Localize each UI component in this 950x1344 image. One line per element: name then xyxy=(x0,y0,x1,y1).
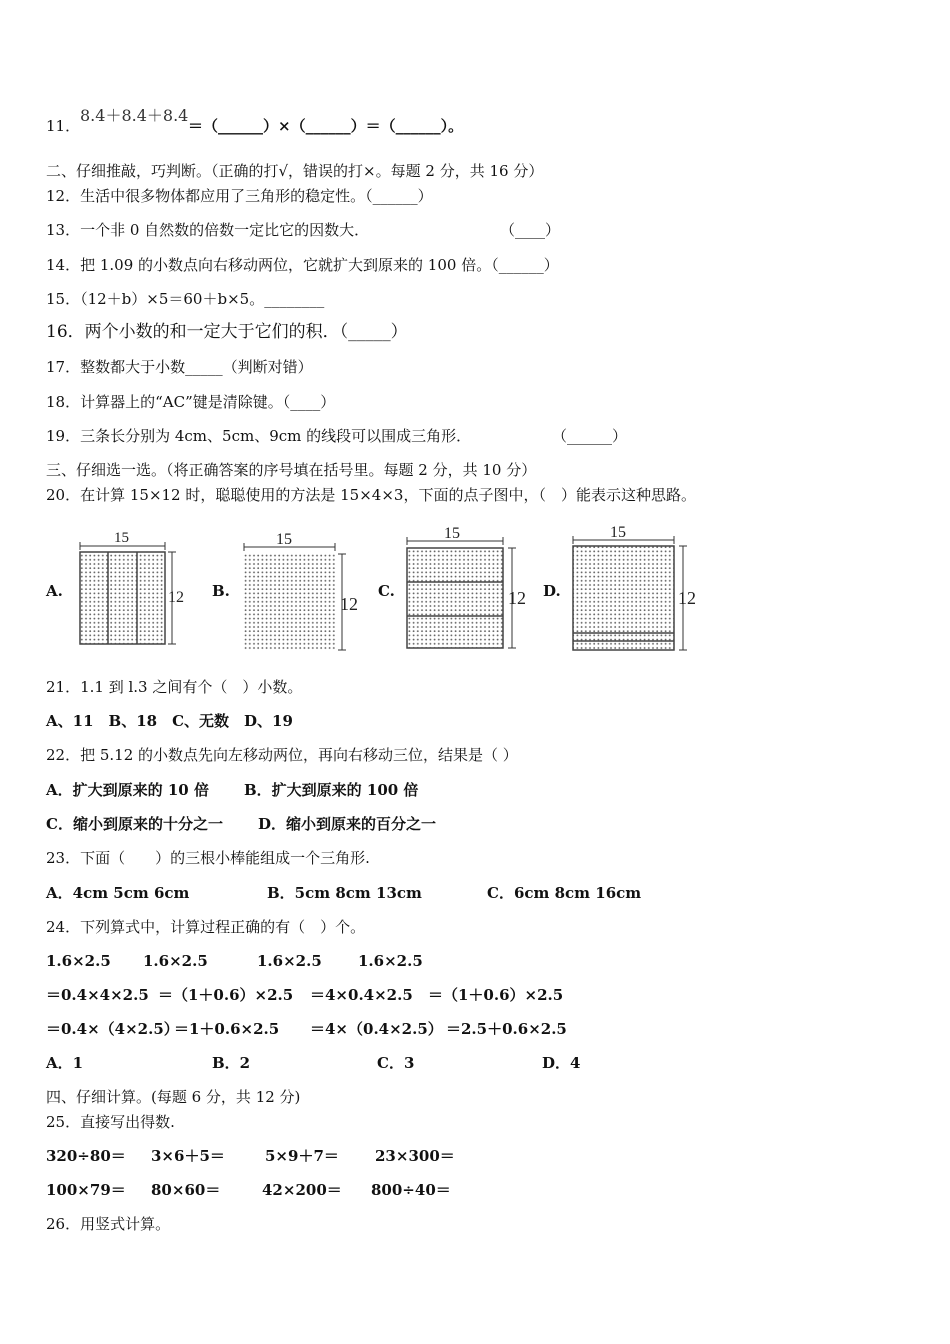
question-24-option-d: D．4 xyxy=(542,1054,581,1072)
question-23: 23．下面（ ）的三根小棒能组成一个三角形. xyxy=(46,849,370,867)
q24-cell: ＝（1＋0.6）×2.5 xyxy=(158,986,294,1004)
question-13-blank: （____） xyxy=(500,221,561,239)
question-23-option-b: B．5cm 8cm 13cm xyxy=(267,884,422,902)
q25-cell: 42×200＝ xyxy=(262,1181,342,1199)
figure-c-label: C. xyxy=(378,582,395,600)
q24-cell: ＝0.4×（4×2.5） xyxy=(46,1020,179,1038)
figure-d xyxy=(573,524,696,650)
figure-c xyxy=(407,525,526,648)
question-18: 18．计算器上的“AC”键是清除键。（____） xyxy=(46,393,336,411)
question-20: 20．在计算 15×12 时，聪聪使用的方法是 15×4×3，下面的点子图中，（ ）能表示这种思路。 xyxy=(46,486,696,504)
q25-cell: 80×60＝ xyxy=(151,1181,221,1199)
question-22-option-b: B．扩大到原来的 100 倍 xyxy=(244,781,419,799)
figure-a-label: A. xyxy=(46,582,63,600)
question-22-option-d: D．缩小到原来的百分之一 xyxy=(258,815,437,833)
q25-cell: 3×6＋5＝ xyxy=(151,1147,225,1165)
q24-cell: ＝4×0.4×2.5 xyxy=(310,986,413,1004)
q25-cell: 100×79＝ xyxy=(46,1181,126,1199)
question-25: 25．直接写出得数. xyxy=(46,1113,175,1131)
figure-d-label: D. xyxy=(543,582,561,600)
question-22-option-a: A．扩大到原来的 10 倍 xyxy=(46,781,209,799)
question-23-option-a: A．4cm 5cm 6cm xyxy=(46,884,190,902)
figure-c-height-label: 12 xyxy=(508,588,526,608)
question-15: 15．（12＋b）×5＝60＋b×5。________ xyxy=(46,290,325,308)
question-11-blanks: ＝（______）×（______）＝（______）。 xyxy=(188,117,464,135)
section-3-heading: 三、仔细选一选。（将正确答案的序号填在括号里。每题 2 分，共 10 分） xyxy=(46,461,537,479)
q24-cell: ＝1＋0.6×2.5 xyxy=(174,1020,280,1038)
question-24-option-b: B．2 xyxy=(212,1054,251,1072)
section-4-heading: 四、仔细计算。(每题 6 分，共 12 分) xyxy=(46,1088,301,1106)
figure-b-width-label: 15 xyxy=(276,531,292,548)
question-21: 21．1.1 到 l.3 之间有个（ ）小数。 xyxy=(46,678,303,696)
figure-c-width-label: 15 xyxy=(444,525,460,542)
q24-cell: 1.6×2.5 xyxy=(257,952,322,970)
q25-cell: 800÷40＝ xyxy=(371,1181,451,1199)
question-26: 26．用竖式计算。 xyxy=(46,1215,171,1233)
question-24: 24．下列算式中，计算过程正确的有（ ）个。 xyxy=(46,918,366,936)
dot-figures xyxy=(0,520,950,660)
q24-cell: ＝2.5＋0.6×2.5 xyxy=(446,1020,567,1038)
question-22-option-c: C．缩小到原来的十分之一 xyxy=(46,815,223,833)
question-17: 17．整数都大于小数_____（判断对错） xyxy=(46,358,313,376)
question-19-blank: （______） xyxy=(552,427,628,445)
question-23-option-c: C．6cm 8cm 16cm xyxy=(487,884,642,902)
q25-cell: 23×300＝ xyxy=(375,1147,455,1165)
q24-cell: 1.6×2.5 xyxy=(358,952,423,970)
q24-cell: 1.6×2.5 xyxy=(46,952,111,970)
q24-cell: ＝0.4×4×2.5 xyxy=(46,986,149,1004)
question-11-number: 11． xyxy=(46,117,81,135)
question-21-options: A、11 B、18 C、无数 D、19 xyxy=(46,712,293,730)
q24-cell: 1.6×2.5 xyxy=(143,952,208,970)
figure-a-height-label: 12 xyxy=(168,589,184,606)
figure-a xyxy=(80,530,184,644)
question-12: 12．生活中很多物体都应用了三角形的稳定性。（______） xyxy=(46,187,433,205)
figure-b-height-label: 12 xyxy=(340,594,358,614)
question-14: 14．把 1.09 的小数点向右移动两位，它就扩大到原来的 100 倍。（______） xyxy=(46,256,559,274)
q24-cell: ＝4×（0.4×2.5） xyxy=(310,1020,443,1038)
q25-cell: 5×9＋7＝ xyxy=(265,1147,339,1165)
q24-cell: ＝（1＋0.6）×2.5 xyxy=(428,986,564,1004)
figure-d-height-label: 12 xyxy=(678,588,696,608)
question-13: 13．一个非 0 自然数的倍数一定比它的因数大． xyxy=(46,221,370,239)
figure-b xyxy=(244,531,358,650)
q25-cell: 320÷80＝ xyxy=(46,1147,126,1165)
question-22: 22．把 5.12 的小数点先向左移动两位，再向右移动三位，结果是（ ） xyxy=(46,746,518,764)
figure-b-label: B. xyxy=(212,582,230,600)
question-19: 19．三条长分别为 4cm、5cm、9cm 的线段可以围成三角形． xyxy=(46,427,472,445)
question-24-option-c: C．3 xyxy=(377,1054,415,1072)
section-2-heading: 二、仔细推敲，巧判断。（正确的打√，错误的打×。每题 2 分，共 16 分） xyxy=(46,162,544,180)
figure-a-width-label: 15 xyxy=(114,530,129,546)
question-24-option-a: A．1 xyxy=(46,1054,84,1072)
question-11-expression: 8.4＋8.4＋8.4 xyxy=(80,106,189,125)
question-16: 16．两个小数的和一定大于它们的积．（_____） xyxy=(46,322,408,342)
figure-d-width-label: 15 xyxy=(610,524,626,541)
